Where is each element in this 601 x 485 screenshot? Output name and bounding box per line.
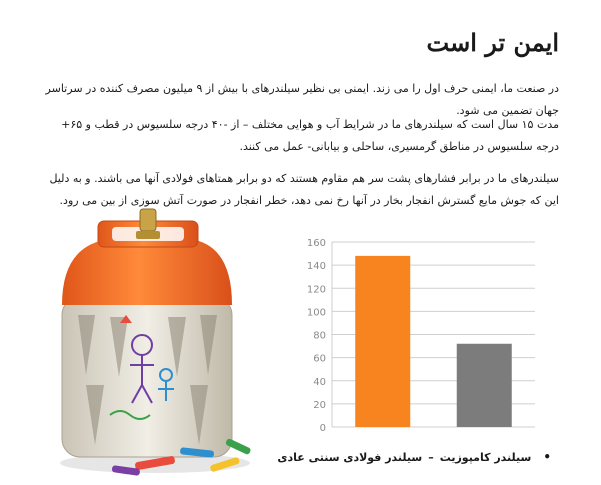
- y-tick-label: 60: [313, 353, 326, 365]
- gas-cylinder-image: [40, 205, 265, 480]
- legend-separator: –: [428, 450, 434, 464]
- paragraph-safety-intro: در صنعت ما، ایمنی حرف اول را می زند. ایمنی بی نظیر سیلندرهای با بیش از ۹ میلیون مصرف کننده در سرتاسر جهان تضمین می شود.: [45, 82, 559, 117]
- bar-0: [355, 256, 410, 427]
- y-tick-label: 80: [313, 330, 326, 342]
- chart-legend: [277, 450, 551, 464]
- y-tick-label: 160: [306, 238, 326, 249]
- y-tick-label: 100: [306, 307, 326, 319]
- y-tick-label: 20: [313, 399, 326, 411]
- y-tick-label: 40: [313, 376, 326, 388]
- legend-item-steel: سیلندر فولادی سنتی عادی: [277, 450, 423, 464]
- paragraph-pressure: سیلندرهای ما در برابر فشارهای پشت سر هم مقاوم هستند که دو برابر همتاهای فولادی آنها می باشند. و به دلیل این که جوش مایع گسترش انفجار بخار در آنها رخ نمی دهد، خطر انفجار در صورت آتش سوزی از بین می رود.: [49, 172, 559, 207]
- y-tick-label: 140: [306, 261, 326, 273]
- legend-bullet: •: [543, 450, 551, 464]
- pressure-bar-chart: [300, 232, 545, 437]
- paragraph-climate: مدت ۱۵ سال است که سیلندرهای ما در شرایط آب و هوایی مختلف – از -۴۰ درجه سلسیوس در قطب و ۶۵+ درجه سلسیوس در مناطق گرمسیری، ساحلی و بیابانی- عمل می کنند.: [61, 118, 559, 153]
- y-tick-label: 0: [319, 423, 326, 434]
- bar-1: [457, 344, 512, 427]
- y-tick-label: 120: [306, 284, 326, 296]
- page-title: ایمن تر است: [426, 28, 559, 57]
- legend-item-composite: سیلندر کامپوزیت: [439, 450, 532, 464]
